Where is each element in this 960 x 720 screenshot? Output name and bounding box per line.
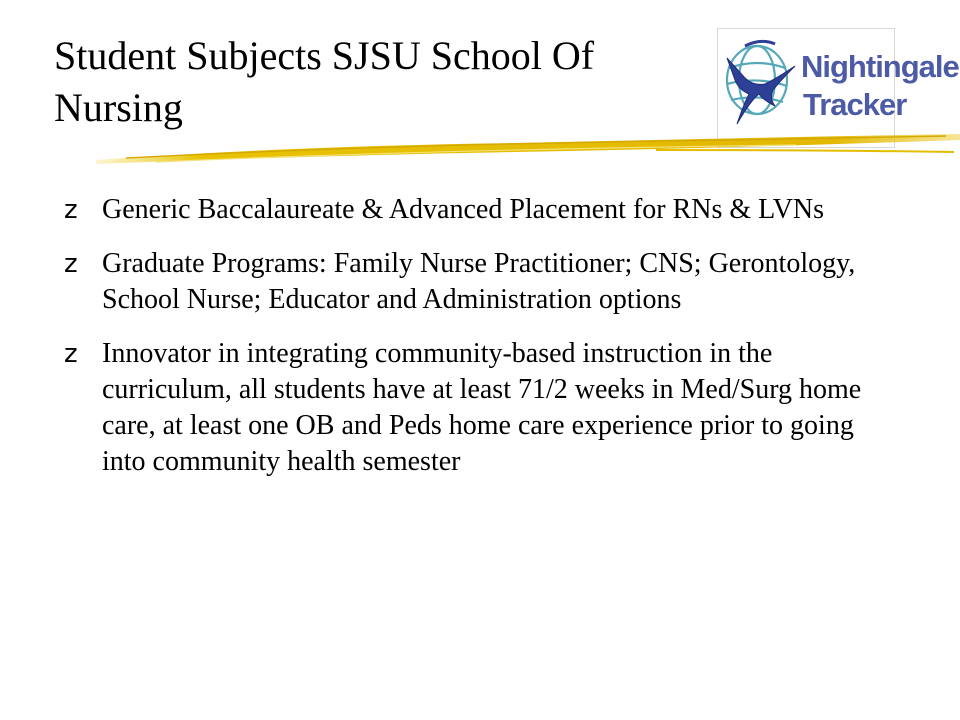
bullet-item (64, 192, 904, 228)
logo-text-tracker: Tracker (803, 87, 907, 122)
bullet-icon: z (64, 195, 78, 225)
logo-text-nightingale: Nightingale (801, 49, 959, 84)
bullet-icon: z (64, 249, 78, 279)
bullet-text: Graduate Programs: Family Nurse Practitioner; CNS; Gerontology, School Nurse; Educator and Administration options (102, 248, 856, 315)
slide-title: Student Subjects SJSU School Of Nursing (54, 33, 595, 130)
bullet-list (64, 192, 904, 498)
bullet-icon: z (64, 339, 78, 369)
title-underline-brushstroke (96, 128, 960, 172)
bullet-text: Generic Baccalaureate & Advanced Placement for RNs & LVNs (102, 194, 825, 225)
bullet-text: Innovator in integrating community-based instruction in the curriculum, all students have at least 71/2 weeks in Med/Surg home care, at least one OB and Peds home care experience prior to going into community health semester (102, 338, 862, 477)
bullet-item (64, 246, 904, 318)
bullet-item (64, 336, 904, 480)
